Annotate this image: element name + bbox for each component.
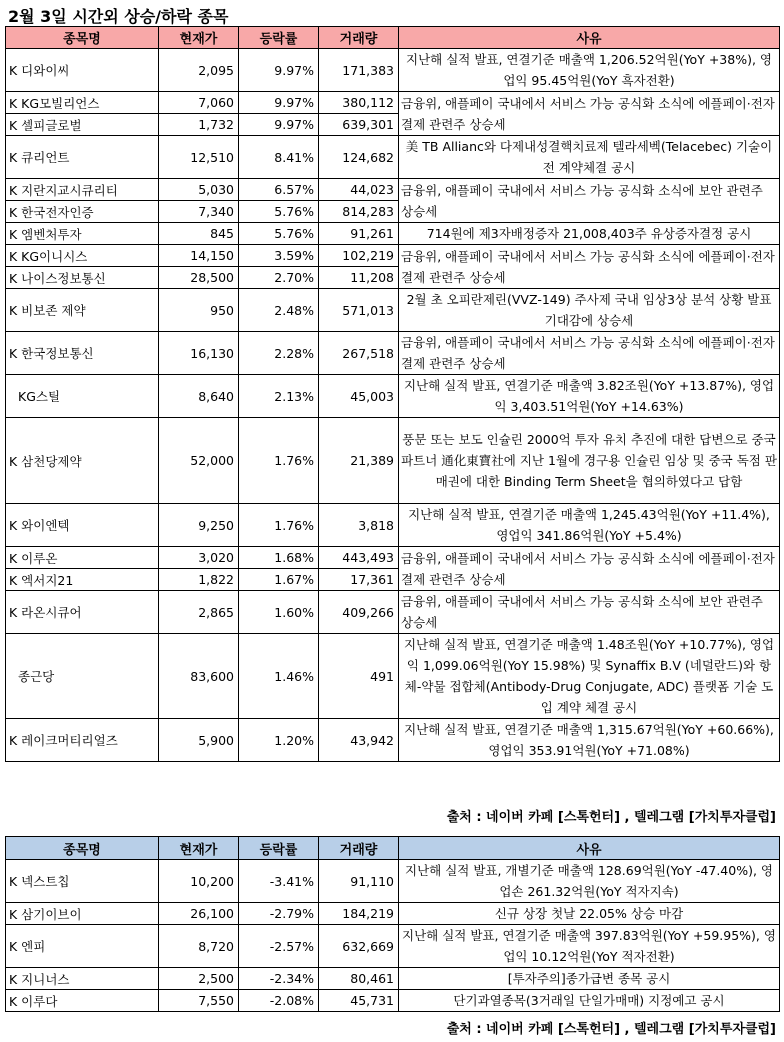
current-price: 14,150 <box>159 245 239 267</box>
current-price: 5,900 <box>159 719 239 762</box>
table-row <box>6 968 780 990</box>
current-price: 845 <box>159 223 239 245</box>
change-rate: 1.67% <box>239 569 319 591</box>
reason: 금융위, 애플페이 국내에서 서비스 가능 공식화 소식에 에플페이·전자결제 관련주 상승세 <box>399 92 780 136</box>
current-price: 52,000 <box>159 418 239 504</box>
volume: 17,361 <box>319 569 399 591</box>
table-row <box>6 990 780 1012</box>
volume: 44,023 <box>319 179 399 201</box>
table-row <box>6 179 780 201</box>
current-price: 9,250 <box>159 504 239 547</box>
volume: 91,110 <box>319 860 399 903</box>
stock-name: K 삼천당제약 <box>6 418 159 504</box>
change-rate: -2.08% <box>239 990 319 1012</box>
table-row <box>6 92 780 114</box>
current-price: 7,060 <box>159 92 239 114</box>
volume: 380,112 <box>319 92 399 114</box>
volume: 80,461 <box>319 968 399 990</box>
table-row <box>6 719 780 762</box>
current-price: 28,500 <box>159 267 239 289</box>
current-price: 8,720 <box>159 925 239 968</box>
stock-name: K 와이엔텍 <box>6 504 159 547</box>
header-price: 현재가 <box>159 27 239 49</box>
reason: 지난해 실적 발표, 연결기준 매출액 1,206.52억원(YoY +38%), 영업익 95.45억원(YoY 흑자전환) <box>399 49 780 92</box>
change-rate: 3.59% <box>239 245 319 267</box>
header-change: 등락률 <box>239 837 319 860</box>
reason: 지난해 실적 발표, 개별기준 매출액 128.69억원(YoY -47.40%), 영업손 261.32억원(YoY 적자지속) <box>399 860 780 903</box>
header-name: 종목명 <box>6 27 159 49</box>
current-price: 12,510 <box>159 136 239 179</box>
stock-name: KG스틸 <box>6 375 159 418</box>
reason: 2월 초 오피란제린(VVZ-149) 주사제 국내 임상3상 분석 상황 발표 기대감에 상승세 <box>399 289 780 332</box>
reason: 美 TB Allianc와 다제내성결핵치료제 텔라세벡(Telacebec) 기술이전 계약체결 공시 <box>399 136 780 179</box>
table-row <box>6 591 780 634</box>
table-row <box>6 418 780 504</box>
header-volume: 거래량 <box>319 837 399 860</box>
reason: 신규 상장 첫날 22.05% 상승 마감 <box>399 903 780 925</box>
table-row <box>6 245 780 267</box>
table-row <box>6 289 780 332</box>
stock-name: K 이루다 <box>6 990 159 1012</box>
reason: 지난해 실적 발표, 연결기준 매출액 397.83억원(YoY +59.95%), 영업익 10.12억원(YoY 적자전환) <box>399 925 780 968</box>
stock-name: K 엑서지21 <box>6 569 159 591</box>
change-rate: 9.97% <box>239 92 319 114</box>
current-price: 26,100 <box>159 903 239 925</box>
change-rate: 2.48% <box>239 289 319 332</box>
change-rate: 2.13% <box>239 375 319 418</box>
current-price: 1,732 <box>159 114 239 136</box>
reason: 714원에 제3자배정증자 21,008,403주 유상증자결정 공시 <box>399 223 780 245</box>
stock-name: 종근당 <box>6 634 159 719</box>
stock-name: K KG이니시스 <box>6 245 159 267</box>
current-price: 2,500 <box>159 968 239 990</box>
volume: 91,261 <box>319 223 399 245</box>
current-price: 7,340 <box>159 201 239 223</box>
volume: 3,818 <box>319 504 399 547</box>
stock-name: K 삼기이브이 <box>6 903 159 925</box>
table-row <box>6 375 780 418</box>
change-rate: 1.68% <box>239 547 319 569</box>
change-rate: 1.46% <box>239 634 319 719</box>
table-row <box>6 136 780 179</box>
stock-name: K 한국전자인증 <box>6 201 159 223</box>
stock-name: K KG모빌리언스 <box>6 92 159 114</box>
reason: [투자주의]종가급변 종목 공시 <box>399 968 780 990</box>
losers-table <box>5 836 780 1012</box>
stock-name: K 엠벤처투자 <box>6 223 159 245</box>
volume: 184,219 <box>319 903 399 925</box>
reason: 지난해 실적 발표, 연결기준 매출액 1,315.67억원(YoY +60.66%), 영업익 353.91억원(YoY +71.08%) <box>399 719 780 762</box>
volume: 491 <box>319 634 399 719</box>
stock-name: K 셀피글로벌 <box>6 114 159 136</box>
current-price: 83,600 <box>159 634 239 719</box>
current-price: 950 <box>159 289 239 332</box>
change-rate: 2.28% <box>239 332 319 375</box>
stock-name: K 비보존 제약 <box>6 289 159 332</box>
volume: 171,383 <box>319 49 399 92</box>
table-row <box>6 223 780 245</box>
table-row <box>6 49 780 92</box>
current-price: 16,130 <box>159 332 239 375</box>
table-row <box>6 504 780 547</box>
change-rate: 8.41% <box>239 136 319 179</box>
volume: 43,942 <box>319 719 399 762</box>
reason: 금융위, 애플페이 국내에서 서비스 가능 공식화 소식에 보안 관련주 상승세 <box>399 591 780 634</box>
header-reason: 사유 <box>399 27 780 49</box>
stock-name: K 큐리언트 <box>6 136 159 179</box>
volume: 267,518 <box>319 332 399 375</box>
stock-name: K 넥스트칩 <box>6 860 159 903</box>
volume: 45,731 <box>319 990 399 1012</box>
header-name: 종목명 <box>6 837 159 860</box>
current-price: 8,640 <box>159 375 239 418</box>
page-title: 2월 3일 시간외 상승/하락 종목 <box>8 7 229 26</box>
reason: 금융위, 애플페이 국내에서 서비스 가능 공식화 소식에 보안 관련주 상승세 <box>399 179 780 223</box>
reason: 지난해 실적 발표, 연결기준 매출액 1.48조원(YoY +10.77%), 영업익 1,099.06억원(YoY 15.98%) 및 Synaffix B.V (네덜란드)와 항체-약물 접합체(Antibody-Drug Conjugate, ADC) 플랫폼 기술 도입 계약 체결 공시 <box>399 634 780 719</box>
stock-name: K 디와이씨 <box>6 49 159 92</box>
reason: 풍문 또는 보도 인슐린 2000억 투자 유치 추진에 대한 답변으로 중국 파트너 通化東寶社에 지난 1월에 경구용 인슐린 임상 및 중국 독점 판매권에 대한 Binding Term Sheet을 협의하였다고 답함 <box>399 418 780 504</box>
change-rate: 6.57% <box>239 179 319 201</box>
table-row <box>6 332 780 375</box>
volume: 814,283 <box>319 201 399 223</box>
reason: 단기과열종목(3거래일 단일가매매) 지정예고 공시 <box>399 990 780 1012</box>
reason: 지난해 실적 발표, 연결기준 매출액 1,245.43억원(YoY +11.4%), 영업익 341.86억원(YoY +5.4%) <box>399 504 780 547</box>
reason: 금융위, 애플페이 국내에서 서비스 가능 공식화 소식에 에플페이·전자결제 관련주 상승세 <box>399 245 780 289</box>
table-row <box>6 903 780 925</box>
volume: 21,389 <box>319 418 399 504</box>
change-rate: -3.41% <box>239 860 319 903</box>
losers-header-row <box>6 837 780 860</box>
header-change: 등락률 <box>239 27 319 49</box>
change-rate: 1.76% <box>239 504 319 547</box>
volume: 124,682 <box>319 136 399 179</box>
stock-name: K 한국정보통신 <box>6 332 159 375</box>
header-reason: 사유 <box>399 837 780 860</box>
stock-name: K 나이스정보통신 <box>6 267 159 289</box>
reason: 지난해 실적 발표, 연결기준 매출액 3.82조원(YoY +13.87%), 영업익 3,403.51억원(YoY +14.63%) <box>399 375 780 418</box>
change-rate: -2.34% <box>239 968 319 990</box>
stock-name: K 지니너스 <box>6 968 159 990</box>
volume: 571,013 <box>319 289 399 332</box>
current-price: 3,020 <box>159 547 239 569</box>
volume: 45,003 <box>319 375 399 418</box>
stock-name: K 엔피 <box>6 925 159 968</box>
gainers-table <box>5 26 780 762</box>
gainers-header-row <box>6 27 780 49</box>
current-price: 2,095 <box>159 49 239 92</box>
volume: 102,219 <box>319 245 399 267</box>
stock-name: K 라온시큐어 <box>6 591 159 634</box>
stock-name: K 지란지교시큐리티 <box>6 179 159 201</box>
stock-name: K 레이크머티리얼즈 <box>6 719 159 762</box>
change-rate: 1.60% <box>239 591 319 634</box>
change-rate: 2.70% <box>239 267 319 289</box>
change-rate: 1.20% <box>239 719 319 762</box>
volume: 443,493 <box>319 547 399 569</box>
table-row <box>6 634 780 719</box>
current-price: 7,550 <box>159 990 239 1012</box>
change-rate: 1.76% <box>239 418 319 504</box>
reason: 금융위, 애플페이 국내에서 서비스 가능 공식화 소식에 에플페이·전자결제 관련주 상승세 <box>399 332 780 375</box>
table-row <box>6 925 780 968</box>
volume: 409,266 <box>319 591 399 634</box>
change-rate: 9.97% <box>239 114 319 136</box>
change-rate: 9.97% <box>239 49 319 92</box>
change-rate: -2.57% <box>239 925 319 968</box>
current-price: 1,822 <box>159 569 239 591</box>
current-price: 10,200 <box>159 860 239 903</box>
source-note: 출처 : 네이버 카페 [스톡헌터] , 텔레그램 [가치투자클럽] <box>446 810 776 825</box>
current-price: 5,030 <box>159 179 239 201</box>
source-note: 출처 : 네이버 카페 [스톡헌터] , 텔레그램 [가치투자클럽] <box>446 1022 776 1037</box>
volume: 639,301 <box>319 114 399 136</box>
change-rate: 5.76% <box>239 201 319 223</box>
stock-name: K 이루온 <box>6 547 159 569</box>
change-rate: -2.79% <box>239 903 319 925</box>
table-row <box>6 860 780 903</box>
header-price: 현재가 <box>159 837 239 860</box>
volume: 632,669 <box>319 925 399 968</box>
table-row <box>6 547 780 569</box>
current-price: 2,865 <box>159 591 239 634</box>
header-volume: 거래량 <box>319 27 399 49</box>
volume: 11,208 <box>319 267 399 289</box>
change-rate: 5.76% <box>239 223 319 245</box>
reason: 금융위, 애플페이 국내에서 서비스 가능 공식화 소식에 에플페이·전자결제 관련주 상승세 <box>399 547 780 591</box>
